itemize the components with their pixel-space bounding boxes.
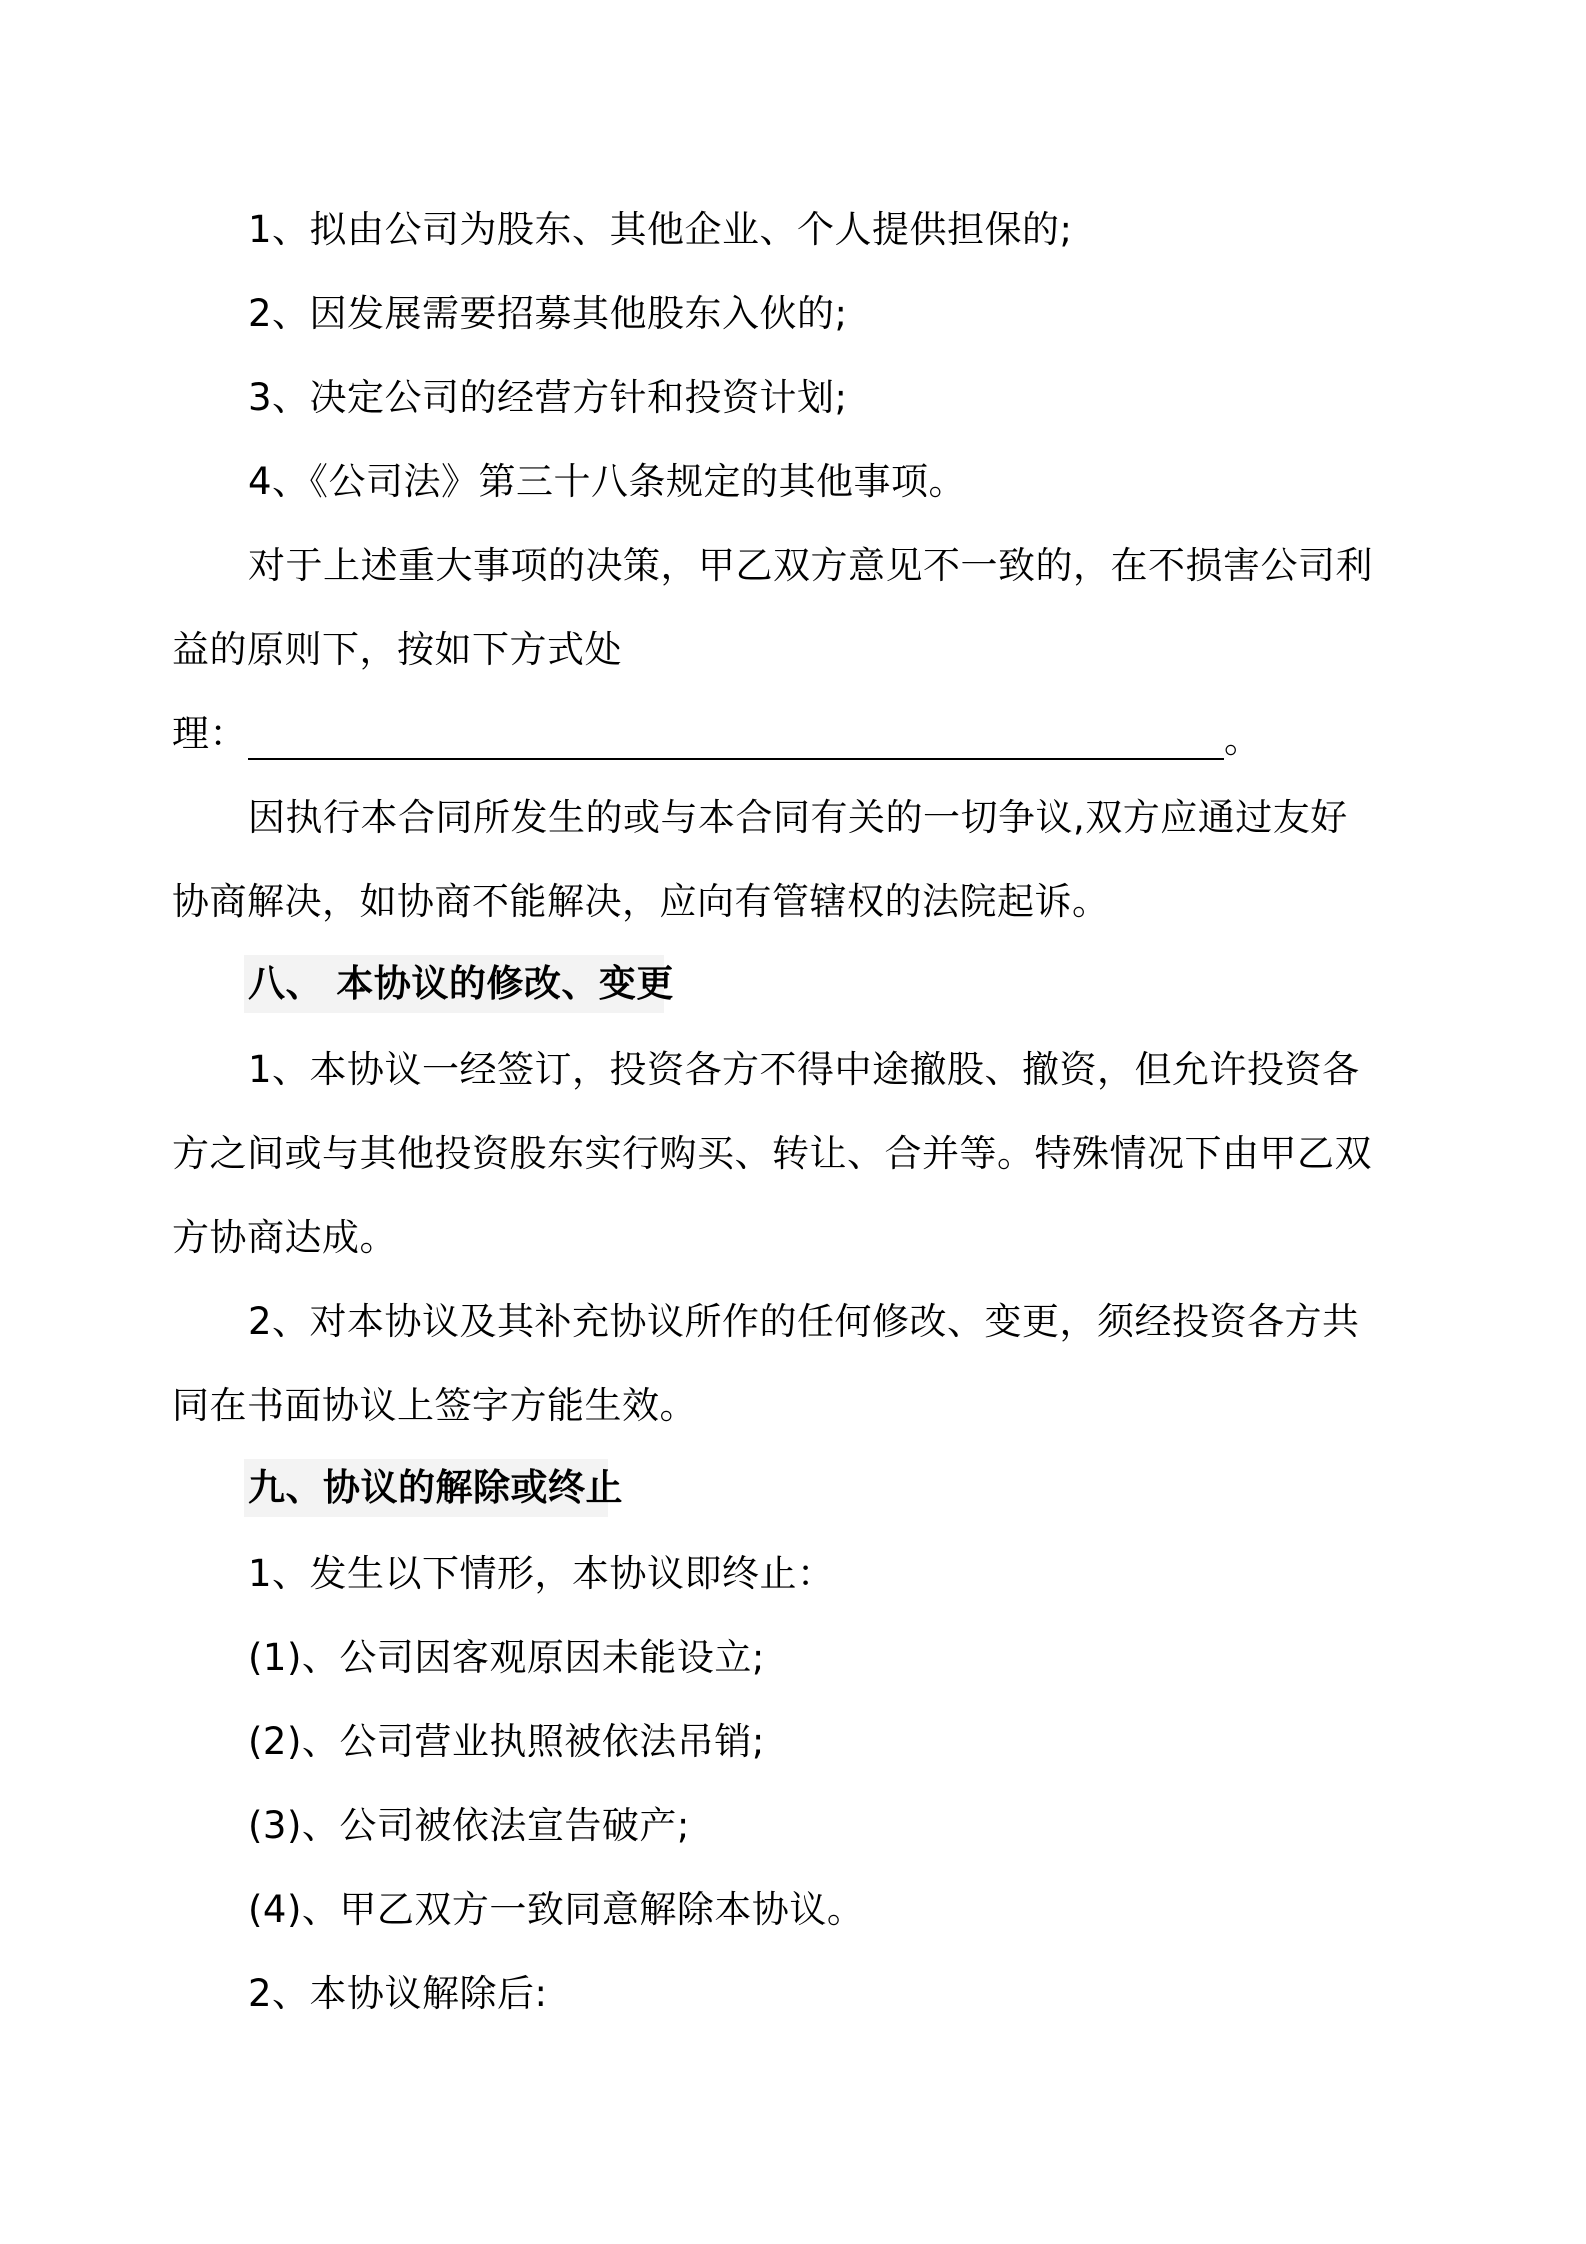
paragraph-line: 益的原则下，按如下方式处 bbox=[172, 628, 622, 671]
list-item: 2、因发展需要招募其他股东入伙的; bbox=[248, 292, 848, 335]
section-heading-9: 九、协议的解除或终止 bbox=[248, 1466, 623, 1509]
section-heading-8: 八、 本协议的修改、变更 bbox=[248, 962, 674, 1005]
paragraph-line: 2、对本协议及其补充协议所作的任何修改、变更，须经投资各方共 bbox=[248, 1300, 1360, 1343]
paragraph-line: 方协商达成。 bbox=[172, 1216, 397, 1259]
list-item: (4)、甲乙双方一致同意解除本协议。 bbox=[248, 1888, 865, 1931]
paragraph-line: 因执行本合同所发生的或与本合同有关的一切争议,双方应通过友好 bbox=[248, 796, 1348, 839]
list-item: (1)、公司因客观原因未能设立; bbox=[248, 1636, 765, 1679]
blank-period: 。 bbox=[1224, 718, 1261, 761]
list-item: 3、决定公司的经营方针和投资计划; bbox=[248, 376, 848, 419]
paragraph-line: 方之间或与其他投资股东实行购买、转让、合并等。特殊情况下由甲乙双 bbox=[172, 1132, 1372, 1175]
list-item: 1、拟由公司为股东、其他企业、个人提供担保的; bbox=[248, 208, 1073, 251]
paragraph-line: 同在书面协议上签字方能生效。 bbox=[172, 1384, 697, 1427]
paragraph-line: 2、本协议解除后: bbox=[248, 1972, 548, 2015]
paragraph-line: 理： bbox=[172, 712, 247, 755]
paragraph-line: 1、本协议一经签订，投资各方不得中途撤股、撤资，但允许投资各 bbox=[248, 1048, 1360, 1091]
paragraph-line: 对于上述重大事项的决策，甲乙双方意见不一致的，在不损害公司利 bbox=[248, 544, 1373, 587]
list-item: 4、《公司法》第三十八条规定的其他事项。 bbox=[248, 460, 967, 503]
fill-in-blank-line bbox=[248, 758, 1224, 760]
paragraph-line: 1、发生以下情形，本协议即终止： bbox=[248, 1552, 835, 1595]
paragraph-line: 协商解决，如协商不能解决，应向有管辖权的法院起诉。 bbox=[172, 880, 1110, 923]
list-item: (3)、公司被依法宣告破产; bbox=[248, 1804, 690, 1847]
list-item: (2)、公司营业执照被依法吊销; bbox=[248, 1720, 765, 1763]
